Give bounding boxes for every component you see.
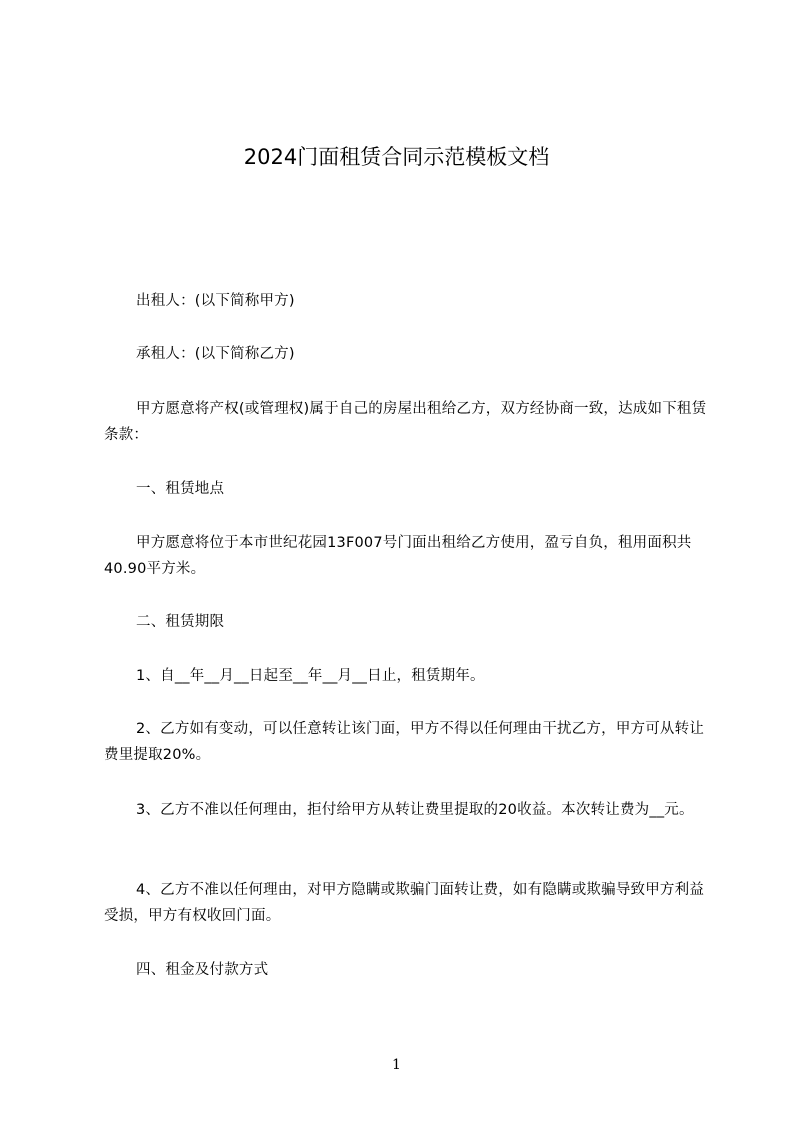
page-number: 1 (392, 1057, 401, 1073)
intro-paragraph: 甲方愿意将产权(或管理权)属于自己的房屋出租给乙方，双方经协商一致，达成如下租赁条款： (104, 401, 707, 443)
lessee-line: 承租人：(以下简称乙方) (136, 346, 295, 362)
section-heading-rent: 四、租金及付款方式 (136, 962, 269, 978)
term-clause-3: 3、乙方不准以任何理由，拒付给甲方从转让费里提取的20收益。本次转让费为__元。 (136, 802, 694, 818)
term-clause-1: 1、自__年__月__日起至__年__月__日止，租赁期年。 (136, 668, 485, 684)
location-paragraph: 甲方愿意将位于本市世纪花园13F007号门面出租给乙方使用，盈亏自负，租用面积共40.90平方米。 (104, 535, 692, 577)
term-clause-4: 4、乙方不准以任何理由，对甲方隐瞒或欺骗门面转让费，如有隐瞒或欺骗导致甲方利益受损，甲方有权收回门面。 (104, 882, 705, 924)
lessor-line: 出租人：(以下简称甲方) (136, 293, 295, 309)
section-heading-location: 一、租赁地点 (136, 481, 225, 497)
section-heading-term: 二、租赁期限 (136, 614, 225, 630)
term-clause-2: 2、乙方如有变动，可以任意转让该门面，甲方不得以任何理由干扰乙方，甲方可从转让费里提取20%。 (104, 721, 705, 763)
document-title: 2024门面租赁合同示范模板文档 (243, 145, 550, 169)
